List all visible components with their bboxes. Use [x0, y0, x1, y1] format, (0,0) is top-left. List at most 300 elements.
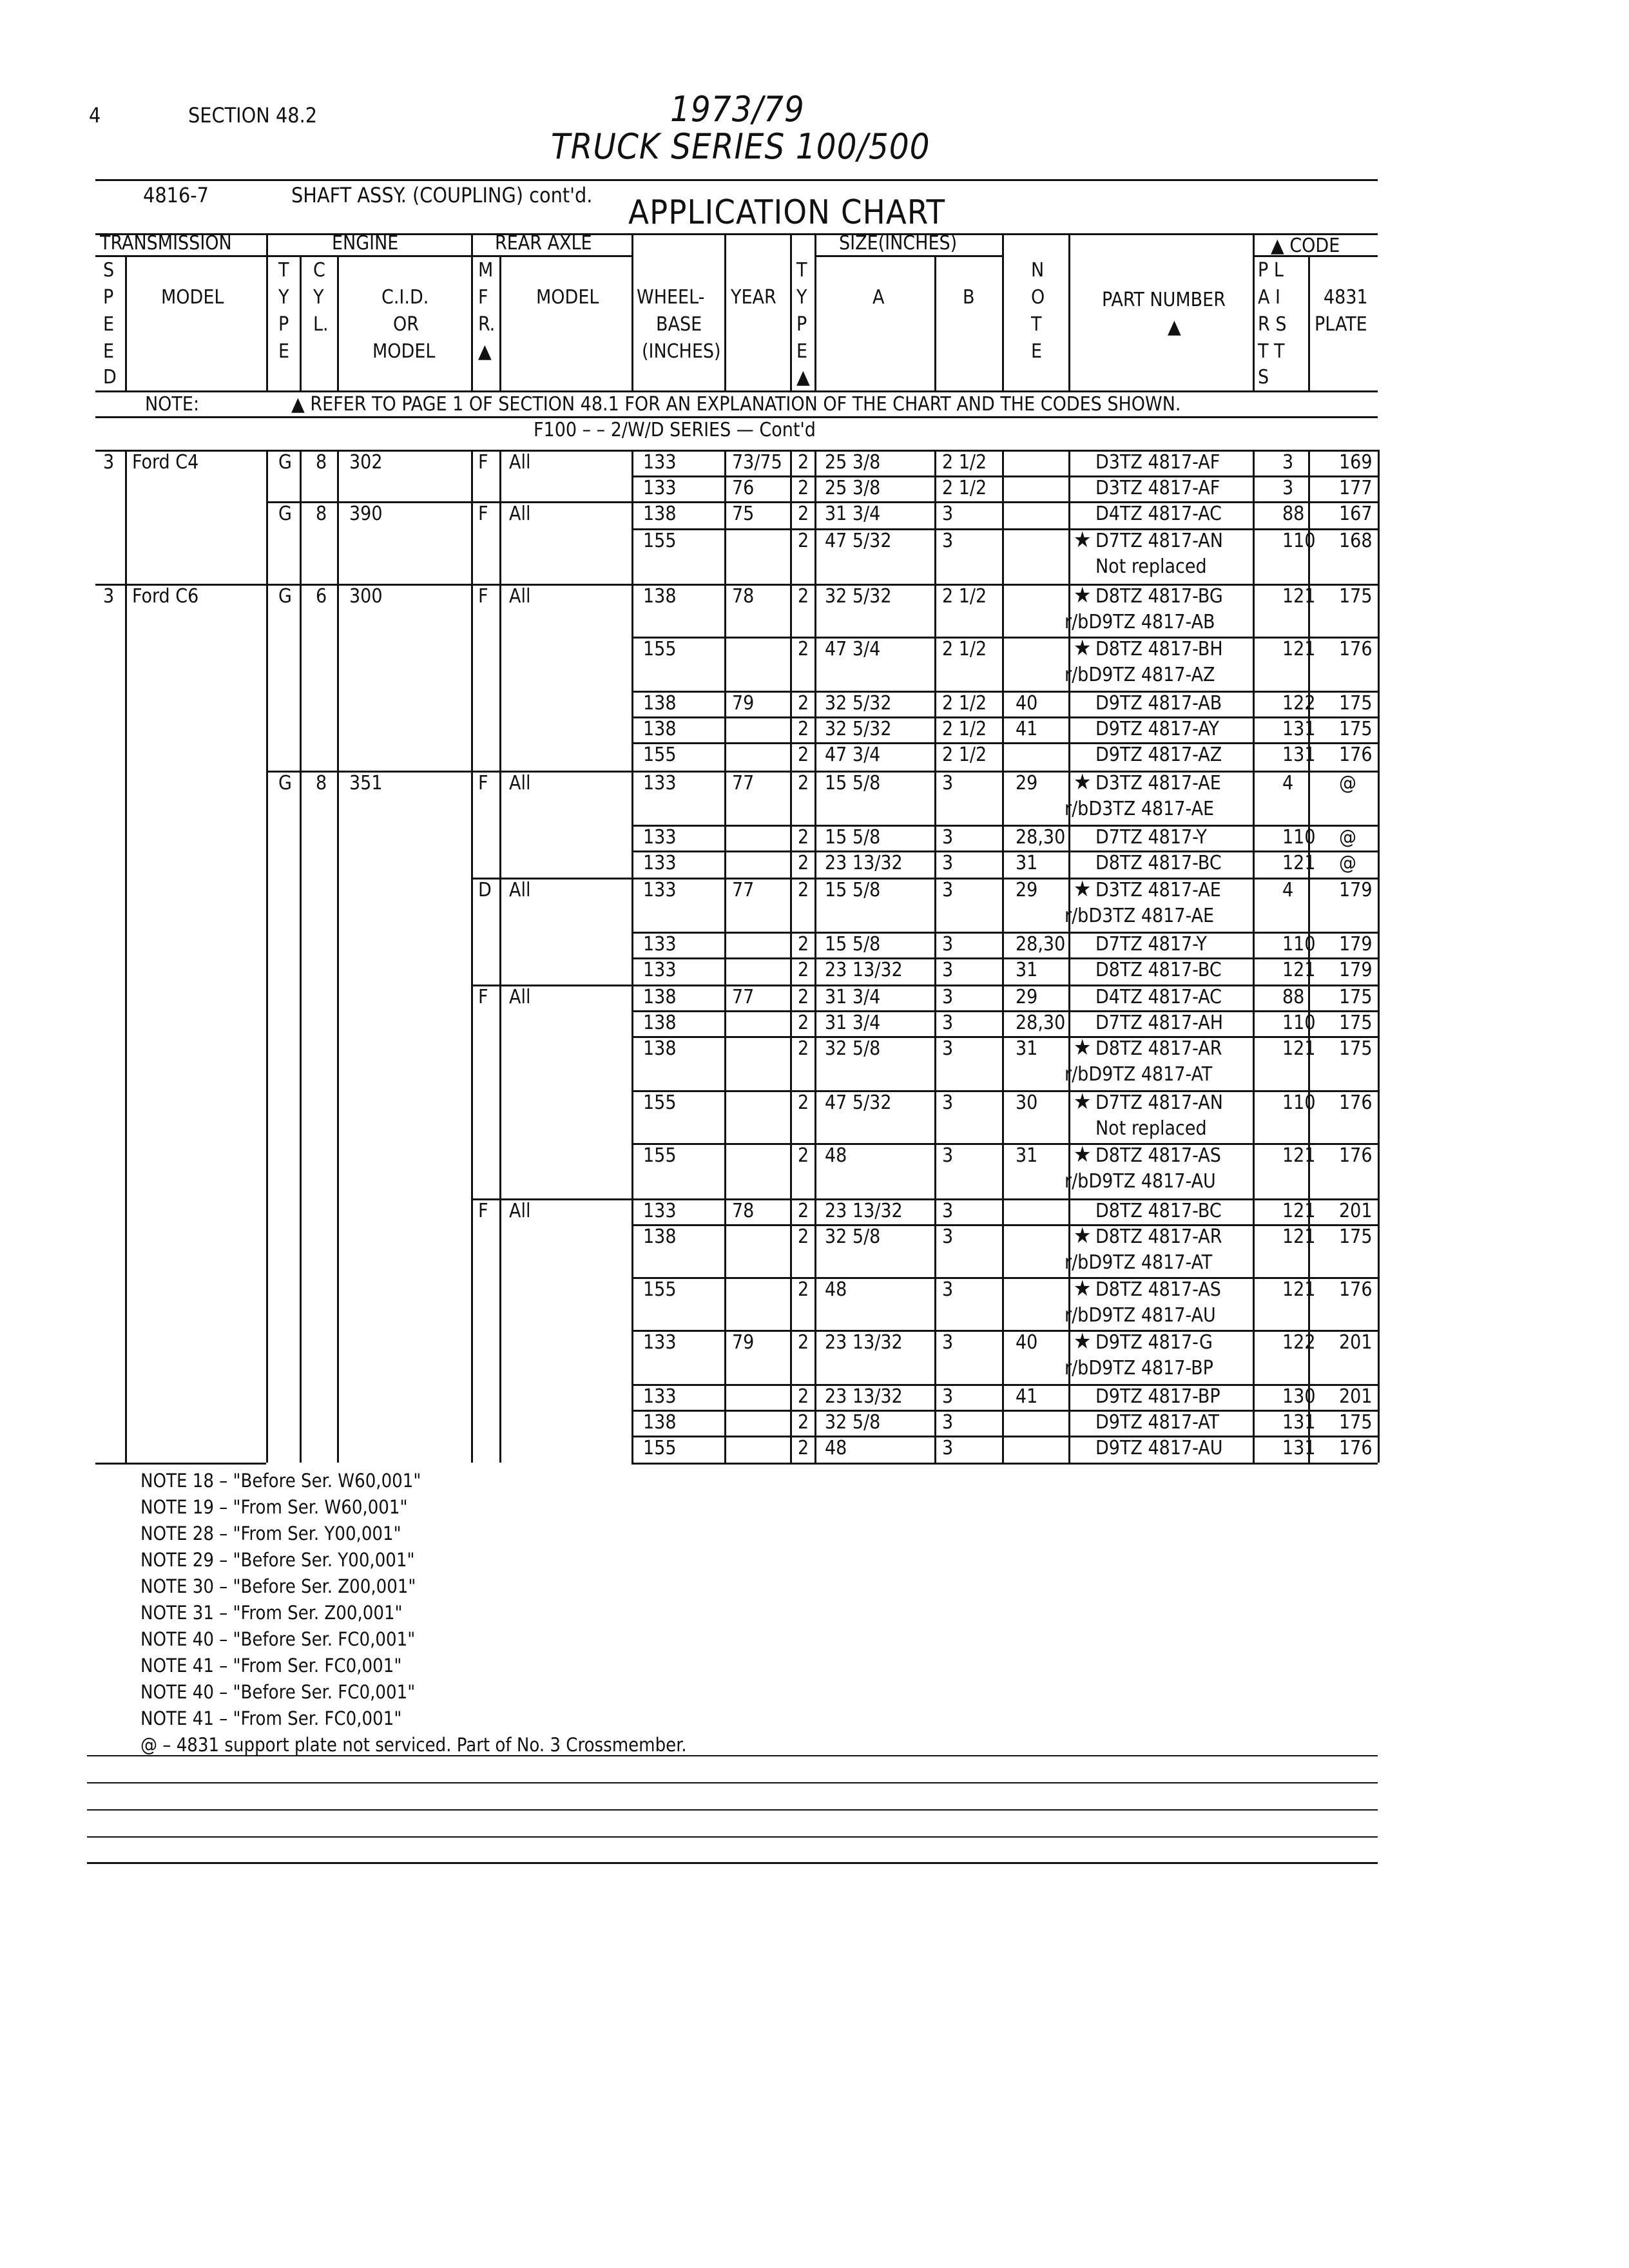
rule [1378, 450, 1380, 1463]
part-number-cell: D9TZ 4817-G [1095, 1331, 1213, 1354]
year-cell: 78 [732, 1200, 755, 1222]
star-icon: ★ [1074, 1223, 1092, 1249]
type-cell: 2 [798, 772, 809, 794]
size-b-cell: 2 1/2 [942, 692, 987, 715]
size-a-cell: 23 13/32 [825, 1200, 903, 1222]
size-b-cell: 2 1/2 [942, 718, 987, 740]
star-icon: ★ [1074, 876, 1092, 902]
axle-mfr: F [478, 1200, 488, 1222]
axle-model: All [509, 451, 531, 474]
part-number-cell: D7TZ 4817-AH [1095, 1012, 1224, 1034]
part-number-cell: D8TZ 4817-AS [1095, 1278, 1221, 1301]
plate-cell: 175 [1339, 1037, 1373, 1060]
parts-cell: 131 [1282, 1411, 1316, 1434]
engine-type: G [278, 451, 292, 474]
parts-cell: 110 [1282, 933, 1316, 956]
note-cell: 28,30 [1016, 1012, 1066, 1034]
axle-mfr: F [478, 451, 488, 474]
rule [266, 450, 268, 1463]
size-b-cell: 2 1/2 [942, 477, 987, 499]
part-number-cell: D7TZ 4817-AN [1095, 530, 1223, 552]
rule [631, 1384, 1378, 1386]
wheelbase-cell: 138 [643, 1411, 677, 1434]
parts-cell: 121 [1282, 1225, 1316, 1248]
plate-cell: 175 [1339, 986, 1373, 1008]
wheelbase-cell: 138 [643, 986, 677, 1008]
note-item: NOTE 41 – "From Ser. FC0,001" [140, 1707, 402, 1729]
note-cell: 29 [1016, 986, 1038, 1008]
type-cell: 2 [798, 826, 809, 849]
transmission-header: TRANSMISSION [100, 232, 232, 255]
type-cell: 2 [798, 692, 809, 715]
part-description: SHAFT ASSY. (COUPLING) cont'd. [291, 183, 593, 207]
size-a-cell: 48 [825, 1437, 847, 1459]
note-item: NOTE 28 – "From Ser. Y00,001" [140, 1523, 401, 1544]
part-number-cell: D8TZ 4817-BC [1095, 1200, 1222, 1222]
rule [125, 450, 127, 1463]
engine-type-letter: P [278, 313, 289, 336]
parts-cell: 110 [1282, 1091, 1316, 1114]
part-number-cell: D8TZ 4817-AR [1095, 1037, 1222, 1060]
engine-cyl: 6 [316, 585, 327, 608]
speed-letter: S [103, 259, 115, 282]
engine-cid: 390 [349, 503, 383, 525]
plate-header: PLATE [1315, 313, 1367, 336]
part-number-cell: D4TZ 4817-AC [1095, 503, 1222, 525]
wheelbase-cell: 155 [643, 1278, 677, 1301]
plate-cell: 175 [1339, 718, 1373, 740]
size-b-cell: 3 [942, 503, 954, 525]
parts-cell: 121 [1282, 1144, 1316, 1167]
part-number-cell: D7TZ 4817-Y [1095, 826, 1207, 849]
type2-letter: ▲ [796, 366, 810, 389]
rule [815, 450, 816, 1463]
size-a-cell: 32 5/32 [825, 718, 892, 740]
part-number-cell: D9TZ 4817-AB [1095, 692, 1222, 715]
cyl-letter: Y [313, 286, 324, 309]
size-a-header: A [872, 286, 885, 309]
wheelbase-cell: 155 [643, 1144, 677, 1167]
wheelbase-header: (INCHES) [642, 340, 721, 363]
size-b-cell: 2 1/2 [942, 638, 987, 660]
size-a-cell: 48 [825, 1144, 847, 1167]
size-a-cell: 32 5/32 [825, 692, 892, 715]
rule [499, 450, 501, 1463]
rule [631, 637, 1378, 639]
star-icon: ★ [1074, 769, 1092, 795]
size-b-header: B [963, 286, 975, 309]
part-number-cell: D9TZ 4817-BP [1095, 1385, 1220, 1408]
part-number-alt: r/bD9TZ 4817-AT [1065, 1063, 1213, 1086]
speed-value: 3 [103, 451, 115, 474]
engine-cid: 300 [349, 585, 383, 608]
size-b-cell: 3 [942, 1411, 954, 1434]
transmission-model: Ford C4 [132, 451, 199, 474]
wheelbase-cell: 133 [643, 933, 677, 956]
star-icon: ★ [1074, 1035, 1092, 1061]
axle-model: All [509, 986, 531, 1008]
rule [631, 742, 1378, 744]
mfr-letter: ▲ [478, 340, 492, 363]
parts-cell: 88 [1282, 503, 1305, 525]
size-b-cell: 3 [942, 1331, 954, 1354]
part-number-alt: r/bD9TZ 4817-AU [1065, 1304, 1216, 1327]
engine-type: G [278, 503, 292, 525]
part-number-alt: r/bD3TZ 4817-AE [1065, 905, 1215, 927]
plate-cell: 201 [1339, 1200, 1373, 1222]
rule [337, 450, 339, 1463]
part-code: 4816-7 [143, 183, 209, 207]
rule [631, 957, 1378, 959]
plate-cell: 176 [1339, 1278, 1373, 1301]
size-a-cell: 15 5/8 [825, 826, 881, 849]
parts-cell: 110 [1282, 826, 1316, 849]
parts-cell: 88 [1282, 986, 1305, 1008]
note-cell: 29 [1016, 879, 1038, 901]
size-a-cell: 47 3/4 [825, 744, 881, 766]
parts-cell: 121 [1282, 959, 1316, 981]
axle-mfr: F [478, 585, 488, 608]
engine-type-letter: Y [278, 286, 289, 309]
parts-cell: 4 [1282, 879, 1294, 901]
plate-cell: 201 [1339, 1331, 1373, 1354]
rule [631, 1410, 1378, 1412]
type-cell: 2 [798, 585, 809, 608]
part-number-cell: D3TZ 4817-AE [1095, 879, 1221, 901]
size-a-cell: 32 5/8 [825, 1411, 881, 1434]
type-cell: 2 [798, 1411, 809, 1434]
rule [471, 1198, 631, 1200]
size-b-cell: 3 [942, 1200, 954, 1222]
size-a-cell: 47 5/32 [825, 1091, 892, 1114]
part-number-cell: D8TZ 4817-AS [1095, 1144, 1221, 1167]
parts-cell: 121 [1282, 852, 1316, 874]
size-b-cell: 3 [942, 530, 954, 552]
part-number-cell: D9TZ 4817-AY [1095, 718, 1219, 740]
wheelbase-cell: 133 [643, 826, 677, 849]
note-item: NOTE 40 – "Before Ser. FC0,001" [140, 1628, 416, 1650]
plate-cell: 179 [1339, 933, 1373, 956]
part-number-alt: Not replaced [1095, 1117, 1207, 1140]
size-a-cell: 31 3/4 [825, 1012, 881, 1034]
plate-cell: 175 [1339, 1012, 1373, 1034]
star-icon: ★ [1074, 1329, 1092, 1354]
axle-model: All [509, 879, 531, 901]
size-a-cell: 48 [825, 1278, 847, 1301]
parts-cell: 121 [1282, 1278, 1316, 1301]
cid-header: MODEL [372, 340, 436, 363]
engine-cid: 302 [349, 451, 383, 474]
plate-cell: @ [1339, 852, 1356, 874]
type-cell: 2 [798, 933, 809, 956]
plate-header: 4831 [1324, 286, 1368, 309]
plate-cell: 169 [1339, 451, 1373, 474]
star-icon: ★ [1074, 582, 1092, 608]
note-cell: 28,30 [1016, 826, 1066, 849]
engine-type-letter: E [278, 340, 290, 363]
type-cell: 2 [798, 1200, 809, 1222]
parts-cell: 110 [1282, 1012, 1316, 1034]
size-b-cell: 2 1/2 [942, 744, 987, 766]
part-number-alt: Not replaced [1095, 555, 1207, 578]
year-cell: 79 [732, 692, 755, 715]
engine-cid: 351 [349, 772, 383, 794]
parts-cell: 122 [1282, 692, 1316, 715]
note-item: NOTE 30 – "Before Ser. Z00,001" [140, 1575, 416, 1597]
part-number-cell: D8TZ 4817-AR [1095, 1225, 1222, 1248]
type-cell: 2 [798, 1144, 809, 1167]
page-number: 4 [89, 103, 101, 128]
axle-mfr: D [478, 879, 492, 901]
size-b-cell: 3 [942, 826, 954, 849]
note-letter: N [1031, 259, 1045, 282]
mfr-letter: R. [478, 313, 496, 336]
wheelbase-cell: 155 [643, 1091, 677, 1114]
size-a-cell: 47 5/32 [825, 530, 892, 552]
size-b-cell: 3 [942, 852, 954, 874]
star-icon: ★ [1074, 1089, 1092, 1115]
title-series: TRUCK SERIES 100/500 [551, 126, 930, 167]
axle-model: All [509, 772, 531, 794]
wheelbase-cell: 133 [643, 852, 677, 874]
plate-cell: 175 [1339, 585, 1373, 608]
rule [790, 450, 792, 1463]
axle-model: All [509, 585, 531, 608]
engine-header: ENGINE [332, 232, 399, 255]
type-cell: 2 [798, 1012, 809, 1034]
size-b-cell: 3 [942, 1278, 954, 1301]
size-a-cell: 25 3/8 [825, 451, 881, 474]
engine-cyl: 8 [316, 772, 327, 794]
rear-axle-header: REAR AXLE [495, 232, 592, 255]
size-a-cell: 32 5/8 [825, 1037, 881, 1060]
type2-letter: Y [796, 286, 807, 309]
parts-cell: 122 [1282, 1331, 1316, 1354]
engine-type: G [278, 772, 292, 794]
type-cell: 2 [798, 1091, 809, 1114]
type-cell: 2 [798, 718, 809, 740]
wheelbase-cell: 155 [643, 744, 677, 766]
plate-cell: 179 [1339, 959, 1373, 981]
parts-cell: 130 [1282, 1385, 1316, 1408]
rule [631, 1436, 1378, 1437]
part-number-cell: D3TZ 4817-AE [1095, 772, 1221, 794]
note-label: NOTE: [145, 393, 200, 416]
star-icon: ★ [1074, 527, 1092, 553]
wheelbase-cell: 133 [643, 477, 677, 499]
rule [631, 450, 633, 1463]
title-years: 1973/79 [670, 89, 805, 130]
speed-letter: P [103, 286, 114, 309]
size-a-cell: 23 13/32 [825, 959, 903, 981]
year-header: YEAR [731, 286, 776, 309]
plate-cell: 176 [1339, 638, 1373, 660]
rule [631, 1224, 1378, 1226]
size-b-cell: 2 1/2 [942, 585, 987, 608]
year-cell: 79 [732, 1331, 755, 1354]
wheelbase-cell: 155 [643, 530, 677, 552]
type2-letter: T [796, 259, 807, 282]
rule [631, 1010, 1378, 1012]
note-letter: T [1031, 313, 1042, 336]
part-number-alt: r/bD9TZ 4817-AT [1065, 1251, 1213, 1274]
rule [1002, 450, 1004, 1463]
type-cell: 2 [798, 1385, 809, 1408]
part-number-alt: r/bD9TZ 4817-AZ [1065, 664, 1215, 686]
type-cell: 2 [798, 477, 809, 499]
note-item: NOTE 41 – "From Ser. FC0,001" [140, 1655, 402, 1677]
rule [631, 1143, 1378, 1145]
wheelbase-cell: 138 [643, 718, 677, 740]
speed-letter: D [103, 366, 117, 389]
type2-letter: E [796, 340, 808, 363]
note-cell: 31 [1016, 959, 1038, 981]
wheelbase-cell: 138 [643, 1012, 677, 1034]
type-cell: 2 [798, 1331, 809, 1354]
parts-cell: 3 [1282, 477, 1294, 499]
rule [471, 878, 631, 879]
note-cell: 28,30 [1016, 933, 1066, 956]
part-number-cell: D4TZ 4817-AC [1095, 986, 1222, 1008]
parts-col-header: P L [1258, 259, 1284, 282]
parts-col-header: R S [1258, 313, 1287, 336]
part-number-alt: r/bD9TZ 4817-AB [1065, 611, 1215, 633]
plate-cell: 176 [1339, 744, 1373, 766]
wheelbase-cell: 155 [643, 638, 677, 660]
note-cell: 30 [1016, 1091, 1038, 1114]
size-a-cell: 15 5/8 [825, 772, 881, 794]
axle-mfr: F [478, 986, 488, 1008]
rule [631, 825, 1378, 827]
part-number-alt: r/bD9TZ 4817-BP [1065, 1357, 1213, 1379]
size-a-cell: 31 3/4 [825, 986, 881, 1008]
rule [95, 1463, 266, 1465]
parts-cell: 131 [1282, 718, 1316, 740]
plate-cell: 168 [1339, 530, 1373, 552]
part-number-cell: D9TZ 4817-AT [1095, 1411, 1219, 1434]
cid-header: OR [393, 313, 419, 336]
wheelbase-cell: 155 [643, 1437, 677, 1459]
type-cell: 2 [798, 1437, 809, 1459]
plate-cell: 177 [1339, 477, 1373, 499]
size-b-cell: 3 [942, 959, 954, 981]
code-header: ▲ CODE [1271, 235, 1340, 257]
note-cell: 41 [1016, 1385, 1038, 1408]
star-icon: ★ [1074, 1142, 1092, 1168]
part-number-cell: D8TZ 4817-BC [1095, 959, 1222, 981]
wheelbase-header: BASE [656, 313, 702, 336]
size-b-cell: 3 [942, 1144, 954, 1167]
type-cell: 2 [798, 1037, 809, 1060]
trans-model-header: MODEL [161, 286, 224, 309]
type2-letter: P [796, 313, 807, 336]
size-b-cell: 2 1/2 [942, 451, 987, 474]
type-cell: 2 [798, 503, 809, 525]
rule [631, 1277, 1378, 1279]
type-cell: 2 [798, 1225, 809, 1248]
year-cell: 77 [732, 986, 755, 1008]
plate-cell: 179 [1339, 879, 1373, 901]
year-cell: 78 [732, 585, 755, 608]
wheelbase-cell: 133 [643, 879, 677, 901]
parts-cell: 131 [1282, 1437, 1316, 1459]
part-number-cell: D8TZ 4817-BH [1095, 638, 1223, 660]
part-number-cell: D8TZ 4817-BG [1095, 585, 1223, 608]
cyl-letter: C [313, 259, 325, 282]
plate-cell: @ [1339, 826, 1356, 849]
part-number-header: ▲ [1168, 316, 1181, 338]
transmission-model: Ford C6 [132, 585, 199, 608]
size-a-cell: 15 5/8 [825, 879, 881, 901]
wheelbase-cell: 138 [643, 1225, 677, 1248]
chart-title: APPLICATION CHART [628, 193, 946, 232]
plate-cell: 167 [1339, 503, 1373, 525]
part-number-alt: r/bD9TZ 4817-AU [1065, 1170, 1216, 1193]
year-cell: 73/75 [732, 451, 782, 474]
rule [631, 716, 1378, 718]
engine-type-letter: T [278, 259, 289, 282]
mfr-letter: F [478, 286, 488, 309]
type-cell: 2 [798, 1278, 809, 1301]
wheelbase-cell: 133 [643, 959, 677, 981]
rule [631, 1463, 1378, 1465]
note-item: NOTE 29 – "Before Ser. Y00,001" [140, 1549, 415, 1571]
size-b-cell: 3 [942, 933, 954, 956]
size-a-cell: 25 3/8 [825, 477, 881, 499]
parts-cell: 131 [1282, 744, 1316, 766]
parts-cell: 110 [1282, 530, 1316, 552]
note-cell: 31 [1016, 852, 1038, 874]
rule [631, 850, 1378, 852]
note-cell: 40 [1016, 1331, 1038, 1354]
note-text: ▲ REFER TO PAGE 1 OF SECTION 48.1 FOR AN EXPLANATION OF THE CHART AND THE CODES SHOWN. [291, 393, 1181, 416]
year-cell: 75 [732, 503, 755, 525]
parts-cell: 121 [1282, 638, 1316, 660]
rule [1253, 450, 1255, 1463]
part-number-cell: D9TZ 4817-AZ [1095, 744, 1222, 766]
size-a-cell: 23 13/32 [825, 852, 903, 874]
section-label: SECTION 48.2 [188, 103, 318, 128]
size-header: SIZE(INCHES) [839, 232, 958, 255]
axle-model: All [509, 1200, 531, 1222]
parts-cell: 121 [1282, 585, 1316, 608]
part-number-cell: D7TZ 4817-AN [1095, 1091, 1223, 1114]
engine-cyl: 8 [316, 451, 327, 474]
type-cell: 2 [798, 530, 809, 552]
note-item: NOTE 18 – "Before Ser. W60,001" [140, 1470, 421, 1492]
size-b-cell: 3 [942, 1225, 954, 1248]
cid-header: C.I.D. [381, 286, 429, 309]
size-b-cell: 3 [942, 1437, 954, 1459]
type-cell: 2 [798, 451, 809, 474]
part-number-alt: r/bD3TZ 4817-AE [1065, 798, 1215, 820]
rule [724, 450, 726, 1463]
rule [934, 450, 936, 1463]
wheelbase-cell: 138 [643, 692, 677, 715]
parts-cell: 3 [1282, 451, 1294, 474]
wheelbase-cell: 133 [643, 1200, 677, 1222]
wheelbase-header: WHEEL- [637, 286, 705, 309]
type-cell: 2 [798, 986, 809, 1008]
parts-col-header: T T [1258, 340, 1285, 363]
note-cell: 40 [1016, 692, 1038, 715]
type-cell: 2 [798, 744, 809, 766]
wheelbase-cell: 133 [643, 1385, 677, 1408]
rule [471, 985, 631, 986]
size-b-cell: 3 [942, 986, 954, 1008]
axle-model-header: MODEL [536, 286, 599, 309]
plate-cell: @ [1339, 772, 1356, 794]
